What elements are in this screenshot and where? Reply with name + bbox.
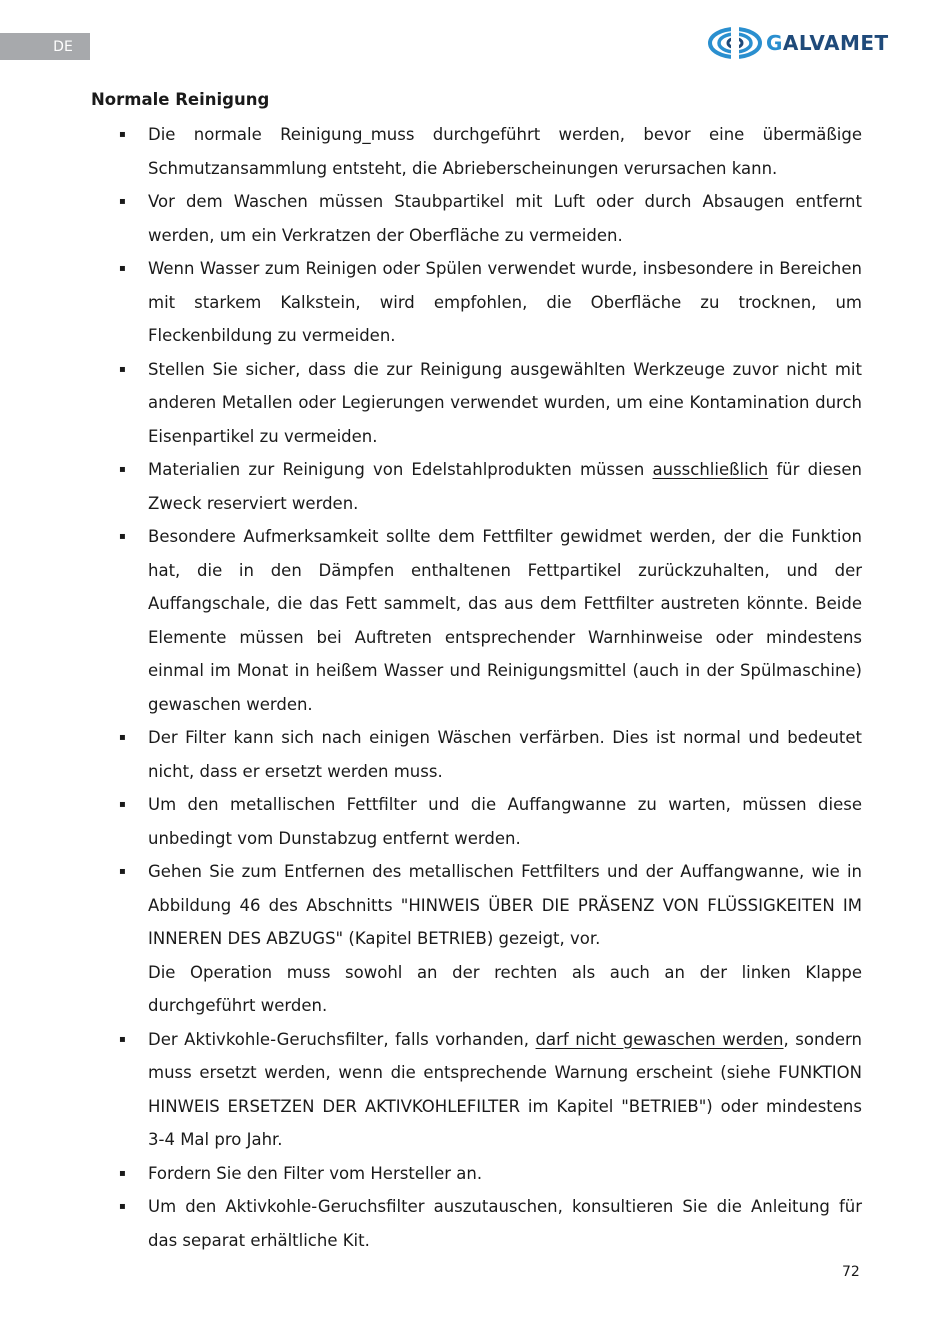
item-continuation: Die Operation muss sowohl an der rechten als auch an der linken Klappe durchgeführt werden. [148, 962, 862, 1015]
bullet-icon: ▪ [119, 129, 126, 140]
bullet-list [91, 118, 862, 1257]
item-text: Gehen Sie zum Entfernen des metallischen Fettfilters und der Auffangwanne, wie in Abbildung 46 des Abschnitts "HINWEIS ÜBER DIE PRÄSENZ VON FLÜSSIGKEITEN IM INNEREN DES ABZUGS" (Kapitel BETRIEB) gezeigt, vor. [148, 862, 862, 948]
bullet-icon: ▪ [119, 866, 126, 877]
item-text: Fordern Sie den Filter vom Hersteller an. [148, 1163, 483, 1183]
item-text: Um den Aktivkohle-Geruchsfilter auszutauschen, konsultieren Sie die Anleitung für das separat erhältliche Kit. [148, 1197, 862, 1250]
item-text: muss durchgeführt werden, bevor eine übermäßige Schmutzansammlung entsteht, die Abrieberscheinungen verursachen kann. [148, 125, 862, 178]
list-item [91, 788, 862, 855]
language-label: DE [53, 38, 73, 55]
document-body [91, 118, 862, 1257]
bullet-icon: ▪ [119, 363, 126, 375]
bullet-icon: ▪ [119, 1167, 126, 1179]
list-item [91, 1190, 862, 1257]
page-number: 72 [842, 1264, 860, 1280]
item-text: Die normale Reinigung_ [148, 125, 371, 144]
list-item [91, 118, 862, 185]
list-item [91, 252, 862, 353]
item-text: Vor dem Waschen müssen Staubpartikel mit Luft oder durch Absaugen entfernt werden, um ein Verkratzen der Oberfläche zu vermeiden. [148, 192, 862, 245]
brand-mark-icon [708, 26, 762, 60]
item-text: Besondere Aufmerksamkeit sollte dem Fettfilter gewidmet werden, der die Funktion hat, die in den Dämpfen enthaltenen Fettpartikel zurückzuhalten, und der Auffangschale, die das Fett sammelt, das aus dem Fettfilter austreten könnte. Beide Elemente müssen bei Auftreten entsprechender Warnhinweise oder mindestens einmal im Monat in heißem Wasser und Reinigungsmittel (auch in der Spülmaschine) gewaschen werden. [148, 527, 862, 714]
item-text: Materialien zur Reinigung von Edelstahlprodukten müssen [148, 460, 653, 479]
brand-name: GALVAMET [766, 31, 889, 55]
bullet-icon: ▪ [119, 263, 126, 274]
list-item [91, 855, 862, 1023]
bullet-icon: ▪ [119, 1201, 126, 1212]
item-text: Stellen Sie sicher, dass die zur Reinigung ausgewählten Werkzeuge zuvor nicht mit anderen Metallen oder Legierungen verwendet wurden, um eine Kontamination durch Eisenpartikel zu vermeiden. [148, 359, 862, 446]
item-text: für diesen Zweck reserviert werden. [148, 460, 862, 513]
bullet-icon: ▪ [119, 196, 126, 207]
emphasis-text: ausschließlich [652, 460, 769, 479]
list-item [91, 353, 862, 454]
emphasis-text: darf nicht gewaschen werden [535, 1029, 784, 1049]
item-text: Wenn Wasser zum Reinigen oder Spülen verwendet wurde, insbesondere in Bereichen mit starkem Kalkstein, wird empfohlen, die Oberfläche zu trocknen, um Fleckenbildung zu vermeiden. [148, 259, 862, 345]
bullet-icon: ▪ [119, 464, 126, 475]
item-text: Der Aktivkohle-Geruchsfilter, falls vorhanden, [148, 1029, 536, 1049]
list-item [91, 721, 862, 788]
bullet-icon: ▪ [119, 1033, 126, 1045]
bullet-icon: ▪ [119, 732, 126, 743]
bullet-icon: ▪ [119, 531, 126, 542]
item-text: , sondern muss ersetzt werden, wenn die entsprechende Warnung erscheint (siehe FUNKTION HINWEIS ERSETZEN DER AKTIVKOHLEFILTER im Kapitel "BETRIEB") oder mindestens 3-4 Mal pro Jahr. [148, 1029, 863, 1149]
bullet-icon: ▪ [119, 799, 126, 810]
list-item [91, 453, 862, 520]
list-item [91, 1023, 862, 1157]
language-tab [0, 33, 90, 60]
item-text: Der Filter kann sich nach einigen Wäschen verfärben. Dies ist normal und bedeutet nicht, dass er ersetzt werden muss. [148, 728, 862, 781]
brand-logo [708, 26, 889, 60]
list-item [91, 1157, 862, 1191]
list-item [91, 520, 862, 721]
item-text: Um den metallischen Fettfilter und die Auffangwanne zu warten, müssen diese unbedingt vom Dunstabzug entfernt werden. [148, 795, 862, 848]
section-title: Normale Reinigung [91, 90, 270, 109]
list-item [91, 185, 862, 252]
